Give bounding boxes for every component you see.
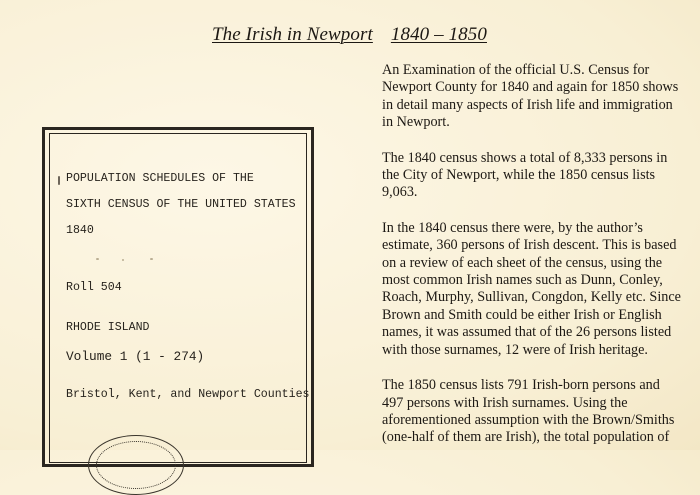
page-title — [212, 24, 502, 46]
paragraph-intro: An Examination of the official U.S. Census for Newport County for 1840 and again for 1850 shows in detail many aspects of Irish life and immigration in Newport. — [382, 62, 679, 131]
paper-speck — [96, 258, 99, 260]
paragraph-1850: The 1850 census lists 791 Irish-born persons and 497 persons with Irish surnames. Using the aforementioned assumption with the Brown/Smiths (one-half of them are Irish), the total population of — [382, 377, 675, 446]
label-year: 1840 — [66, 224, 94, 237]
title-text: The Irish in Newport — [212, 24, 373, 45]
ink-mark — [58, 176, 60, 185]
label-line-2: SIXTH CENSUS OF THE UNITED STATES — [66, 198, 296, 211]
paragraph-1840-estimate: In the 1840 census there were, by the author’s estimate, 360 persons of Irish descent. This is based on a review of each sheet of the census, using the most common Irish names such as Dunn, Conley, Roach, Murphy, Sullivan, Congdon, Kelly etc. Since Brown and Smith could be either Irish or English names, it was assumed that of the 26 persons listed with those surnames, 12 were of Irish heritage. — [382, 219, 681, 358]
label-state: RHODE ISLAND — [66, 321, 150, 334]
label-roll: Roll 504 — [66, 281, 122, 294]
archive-seal-ring — [96, 441, 176, 489]
label-counties: Bristol, Kent, and Newport Counties — [66, 388, 310, 401]
paragraph-totals: The 1840 census shows a total of 8,333 persons in the City of Newport, while the 1850 census lists 9,063. — [382, 149, 668, 201]
paper-speck — [122, 259, 124, 261]
paper-speck — [150, 258, 153, 260]
label-line-1: POPULATION SCHEDULES OF THE — [66, 172, 254, 185]
article-body — [382, 62, 682, 465]
title-years: 1840 – 1850 — [390, 24, 487, 45]
label-volume: Volume 1 (1 - 274) — [66, 349, 205, 364]
